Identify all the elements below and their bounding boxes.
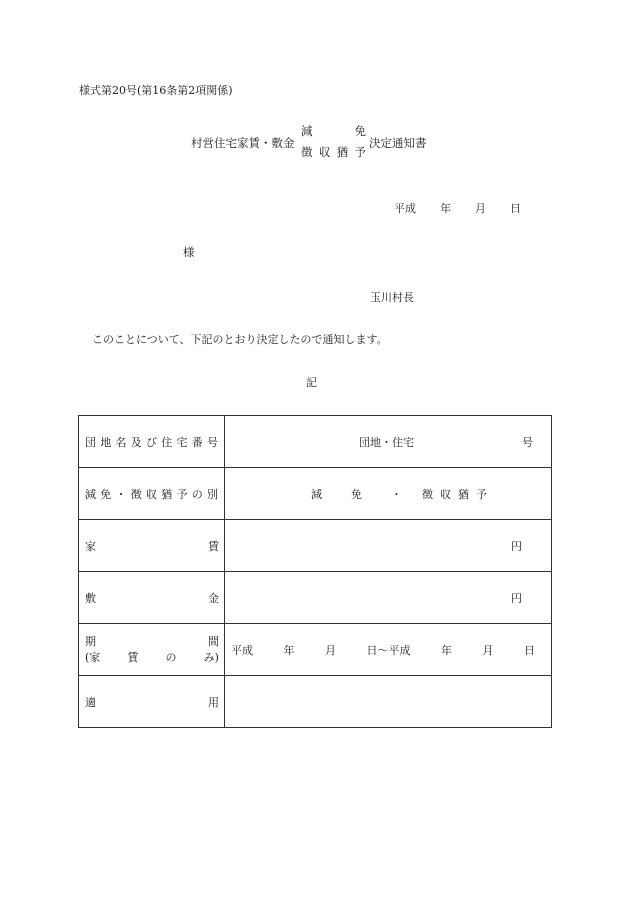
issue-date	[394, 200, 521, 216]
value-housing-number	[225, 416, 552, 468]
value-period: 平成 年 月 日～平成 年 月 日	[225, 624, 552, 676]
value-remarks	[225, 676, 552, 728]
table-row	[79, 572, 552, 624]
value-rent	[225, 520, 552, 572]
table-row	[79, 468, 552, 520]
option-char: ・	[391, 487, 402, 501]
label-remarks: 適 用	[79, 676, 225, 728]
danchi-label: 団地・住宅	[359, 435, 414, 449]
record-heading: 記	[306, 376, 317, 389]
date-month: 月	[475, 202, 486, 215]
option-char: 猶	[458, 487, 469, 501]
title-char: 免	[354, 124, 366, 138]
form-number: 様式第20号(第16条第2項関係)	[79, 84, 233, 97]
yen-unit: 円	[511, 539, 522, 553]
label-deposit: 敷 金	[79, 572, 225, 624]
addressee-suffix: 様	[183, 245, 195, 259]
option-char: 徴	[422, 487, 433, 501]
label-rent: 家 賃	[79, 520, 225, 572]
table-row	[79, 624, 552, 676]
title-char: 予	[354, 145, 366, 159]
option-char: 収	[440, 487, 451, 501]
date-era: 平成	[394, 202, 416, 215]
title-char: 減	[301, 124, 313, 138]
title-char: 収	[318, 145, 331, 159]
title-suffix: 決定通知書	[369, 136, 427, 150]
label-housing-number: 団 地 名 及 び 住 宅 番 号	[79, 416, 225, 468]
yen-unit: 円	[511, 591, 522, 605]
option-char: 免	[351, 487, 362, 501]
value-reduction-type	[225, 468, 552, 520]
details-table	[78, 415, 552, 728]
date-day: 日	[510, 202, 521, 215]
label-reduction-type: 減 免 ・ 徴 収 猶 予 の 別	[79, 468, 225, 520]
issuer-name: 玉川村長	[370, 291, 414, 304]
number-unit: 号	[522, 435, 533, 449]
title-char: 猶	[336, 145, 349, 159]
table-row	[79, 676, 552, 728]
label-period: 期 間 (家 賃 の み)	[79, 624, 225, 676]
date-year: 年	[440, 202, 451, 215]
title-prefix: 村営住宅家賃・敷金	[191, 136, 295, 150]
title-char: 徴	[301, 145, 313, 159]
option-char: 予	[476, 487, 487, 501]
title-stacked-options	[301, 121, 366, 163]
option-char: 減	[311, 487, 322, 501]
table-row	[79, 416, 552, 468]
value-deposit	[225, 572, 552, 624]
notice-body: このことについて、下記のとおり決定したので通知します。	[92, 333, 388, 346]
table-row	[79, 520, 552, 572]
